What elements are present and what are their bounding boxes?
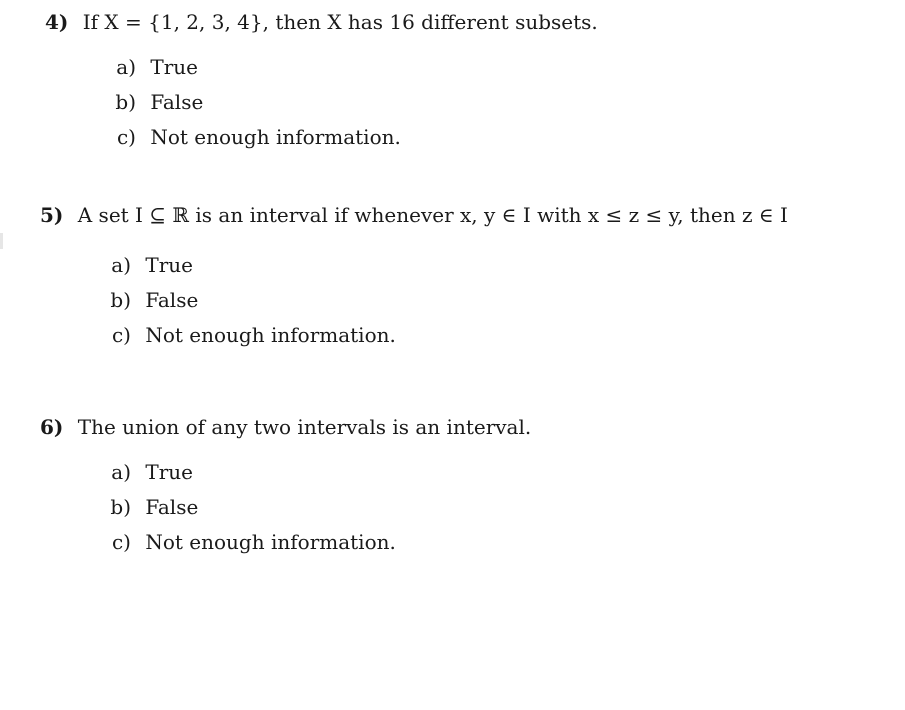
option-a[interactable] [106, 55, 198, 79]
edge-mark [0, 233, 3, 249]
option-text: True [150, 55, 198, 79]
option-label: a) [116, 55, 136, 79]
option-label: c) [116, 125, 136, 149]
question-text: A set I ⊆ ℝ is an interval if whenever x, y ∈ I with x ≤ z ≤ y, then z ∈ I [77, 203, 788, 227]
question-5 [40, 203, 788, 227]
question-number: 6) [40, 415, 64, 439]
question-text: If X = {1, 2, 3, 4}, then X has 16 different subsets. [82, 10, 598, 34]
option-label: b) [115, 90, 136, 114]
option-b[interactable] [106, 90, 203, 114]
question-4 [45, 10, 598, 34]
question-number: 5) [40, 203, 64, 227]
option-label: b) [110, 288, 131, 312]
option-text: False [145, 495, 199, 519]
option-text: False [145, 288, 199, 312]
question-text: The union of any two intervals is an interval. [77, 415, 532, 439]
option-text: Not enough information. [150, 125, 401, 149]
option-a[interactable] [101, 253, 193, 277]
option-label: c) [111, 323, 131, 347]
option-text: Not enough information. [145, 323, 396, 347]
option-label: a) [111, 460, 131, 484]
question-number: 4) [45, 10, 69, 34]
option-text: False [150, 90, 204, 114]
option-b[interactable] [101, 288, 198, 312]
option-text: Not enough information. [145, 530, 396, 554]
option-label: b) [110, 495, 131, 519]
option-b[interactable] [101, 495, 198, 519]
option-text: True [145, 253, 193, 277]
option-c[interactable] [101, 530, 396, 554]
option-c[interactable] [106, 125, 401, 149]
option-c[interactable] [101, 323, 396, 347]
question-6 [40, 415, 531, 439]
option-text: True [145, 460, 193, 484]
option-label: c) [111, 530, 131, 554]
option-label: a) [111, 253, 131, 277]
option-a[interactable] [101, 460, 193, 484]
